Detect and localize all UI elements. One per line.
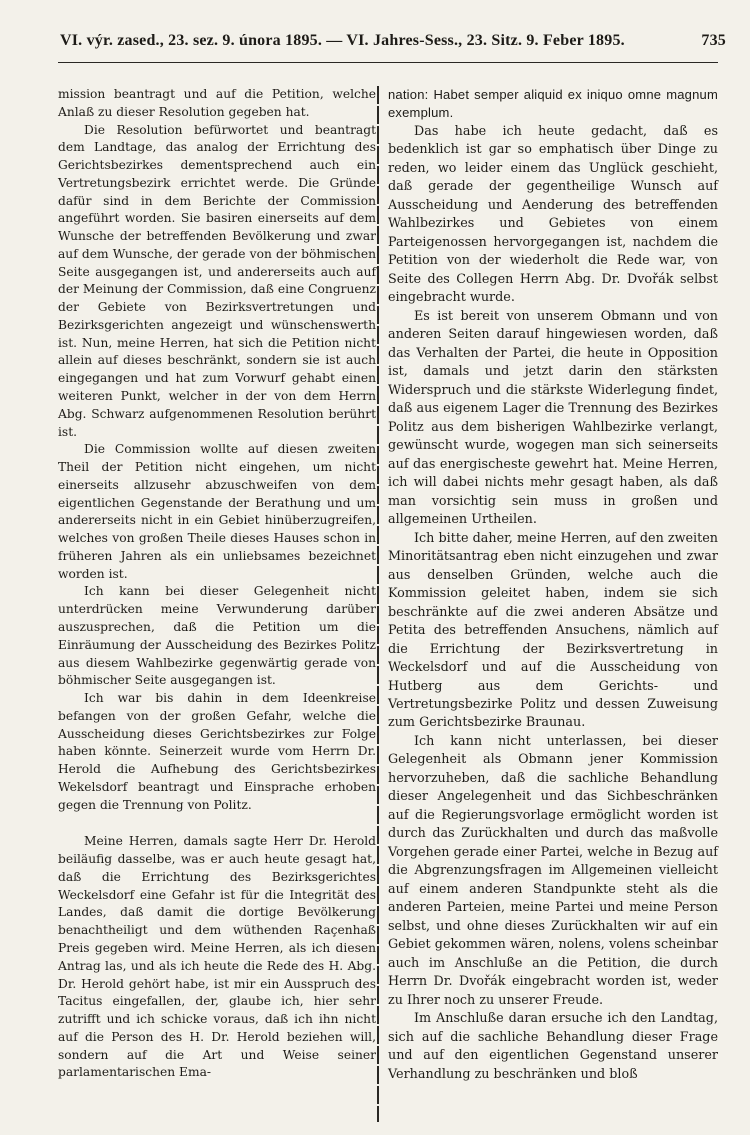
paragraph: Im Anschluße daran ersuche ich den Landtag, sich auf die sachliche Behandlung dieser Frage und auf den eigentlichen Gegenstand unserer Verhandlung zu beschränken und bloß <box>388 1011 718 1082</box>
paragraph: Es ist bereit von unserem Obmann und von anderen Seiten darauf hingewiesen worden, daß das Verhalten der Partei, die heute in Opposition ist, damals und jetzt darin den stärksten Widerspruch und die stärkste Widerlegung findet, daß aus eigenem Lager die Trennung des Bezirkes Politz aus dem bisherigen Wahlbezirke verlangt, gewünscht wurde, wogegen man sich seinerseits auf das energischeste gewehrt hat. Meine Herren, ich will dabei nichts mehr gesagt haben, als daß man vorsichtig sein muss in großen und allgemeinen Urtheilen. <box>388 308 718 528</box>
paragraph: Ich kann nicht unterlassen, bei dieser Gelegenheit als Obmann jener Kommission hervorzuheben, daß die sachliche Behandlung dieser Angelegenheit und das Sichbeschränken auf die Regierungsvorlage ermöglicht worden ist durch das Zurückhalten und durch das maßvolle Vorgehen gerade einer Partei, welche in Bezug auf die Abgrenzungsfragen im Allgemeinen vielleicht auf einem anderen Standpunkte steht als die anderen Parteien, meine Partei und meine Person selbst, und ohne dieses Zurückhalten wir auf ein Gebiet gekommen wären, nolens, volens scheinbar auch im Anschluße an die Petition, die durch Herrn Dr. Dvořák eingebracht worden ist, weder zu Ihrer noch zu unserer Freude. <box>388 733 718 1008</box>
latin-quote: nation: Habet semper aliquid ex iniquo omne magnum exemplum. <box>388 87 718 121</box>
right-column <box>388 86 718 1084</box>
paragraph: Die Commission wollte auf diesen zweiten Theil der Petition nicht eingehen, um nicht einerseits allzusehr abzuschweifen von dem eigentlichen Gegenstande der Berathung und um andererseits nicht in ein Gebiet hinüberzugreifen, welches von großen Theile dieses Hauses schon in früheren Jahren als ein unliebsames bezeichnet worden ist. <box>58 442 376 581</box>
paragraph: Das habe ich heute gedacht, daß es bedenklich ist gar so emphatisch über Dinge zu reden, wo leider einem das Unglück geschieht, daß gerade der gegentheilige Wunsch auf Ausscheidung und Aenderung des betreffenden Wahlbezirkes und Gebietes von einem Parteigenossen hervorgegangen ist, nachdem die Petition von der wiederholt die Rede war, von Seite des Collegen Herrn Abg. Dr. Dvořák selbst eingebracht wurde. <box>388 123 718 306</box>
paragraph: Ich war bis dahin in dem Ideenkreise befangen von der großen Gefahr, welche die Ausscheidung dieses Gerichtsbezirkes zur Folge haben könnte. Seinerzeit wurde vom Herrn Dr. Herold die Aufhebung des Gerichtsbezirkes Wekelsdorf beantragt und Einsprache erhoben gegen die Trennung von Politz. <box>58 691 376 812</box>
paragraph: Die Resolution befürwortet und beantragt dem Landtage, das analog der Errichtung des Gerichtsbezirkes dementsprechend auch ein Vertretungsbezirk errichtet werde. Die Gründe dafür sind in dem Berichte der Commission angeführt worden. Sie basiren einerseits auf dem Wunsche der betreffenden Bevölkerung und zwar auf dem Wunsche, der gerade von der böhmischen Seite ausgegangen ist, und andererseits auch auf der Meinung der Commission, daß eine Congruenz der Gebiete von Bezirksvertretungen und Bezirksgerichten angezeigt und wünschenswerth ist. Nun, meine Herren, hat sich die Petition nicht allein auf dieses beschränkt, sondern sie ist auch eingegangen und hat zum Vorwurf gehabt einen weiteren Punkt, welcher in der von dem Herrn Abg. Schwarz aufgenommenen Resolution berührt ist. <box>58 122 376 439</box>
left-column <box>58 86 376 1082</box>
paragraph: Meine Herren, damals sagte Herr Dr. Herold beiläufig dasselbe, was er auch heute gesagt hat, daß die Errichtung des Bezirksgerichtes Weckelsdorf eine Gefahr ist für die Integrität des Landes, daß damit die dortige Bevölkerung benachtheiligt und dem wüthenden Raçenhaß Preis gegeben wird. Meine Herren, als ich diesen Antrag las, und als ich heute die Rede des H. Abg. Dr. Herold gehört habe, ist mir ein Ausspruch des Tacitus eingefallen, der, glaube ich, hier sehr zutrifft und ich schicke voraus, daß ich ihn nicht auf die Person des H. Dr. Herold beziehen will, sondern auf die Art und Weise seiner parlamentarischen Ema- <box>58 834 376 1080</box>
running-head: VI. výr. zased., 23. sez. 9. února 1895. — VI. Jahres-Sess., 23. Sitz. 9. Feber 1895. <box>60 32 625 49</box>
page-number: 735 <box>701 32 726 49</box>
column-divider <box>377 86 379 1122</box>
paragraph: Ich bitte daher, meine Herren, auf den zweiten Minoritätsantrag eben nicht einzugehen und zwar aus denselben Gründen, welche auch die Kommission geleitet haben, indem sie sich beschränkte auf die zwei anderen Absätze und Petita des betreffenden Ansuchens, nämlich auf die Errichtung der Bezirksvertretung in Weckelsdorf und auf die Ausscheidung von Hutberg aus dem Gerichts- und Vertretungsbezirke Politz und dessen Zuweisung zum Gerichtsbezirke Braunau. <box>388 530 718 731</box>
paragraph: mission beantragt und auf die Petition, welche Anlaß zu dieser Resolution gegeben hat. <box>58 87 376 119</box>
paragraph: Ich kann bei dieser Gelegenheit nicht unterdrücken meine Verwunderung darüber auszusprechen, daß die Petition um die Einräumung der Ausscheidung des Bezirkes Politz aus diesem Wahlbezirke gegenwärtig gerade von böhmischer Seite ausgegangen ist. <box>58 584 376 688</box>
page-header <box>60 32 726 58</box>
header-rule <box>58 62 718 63</box>
